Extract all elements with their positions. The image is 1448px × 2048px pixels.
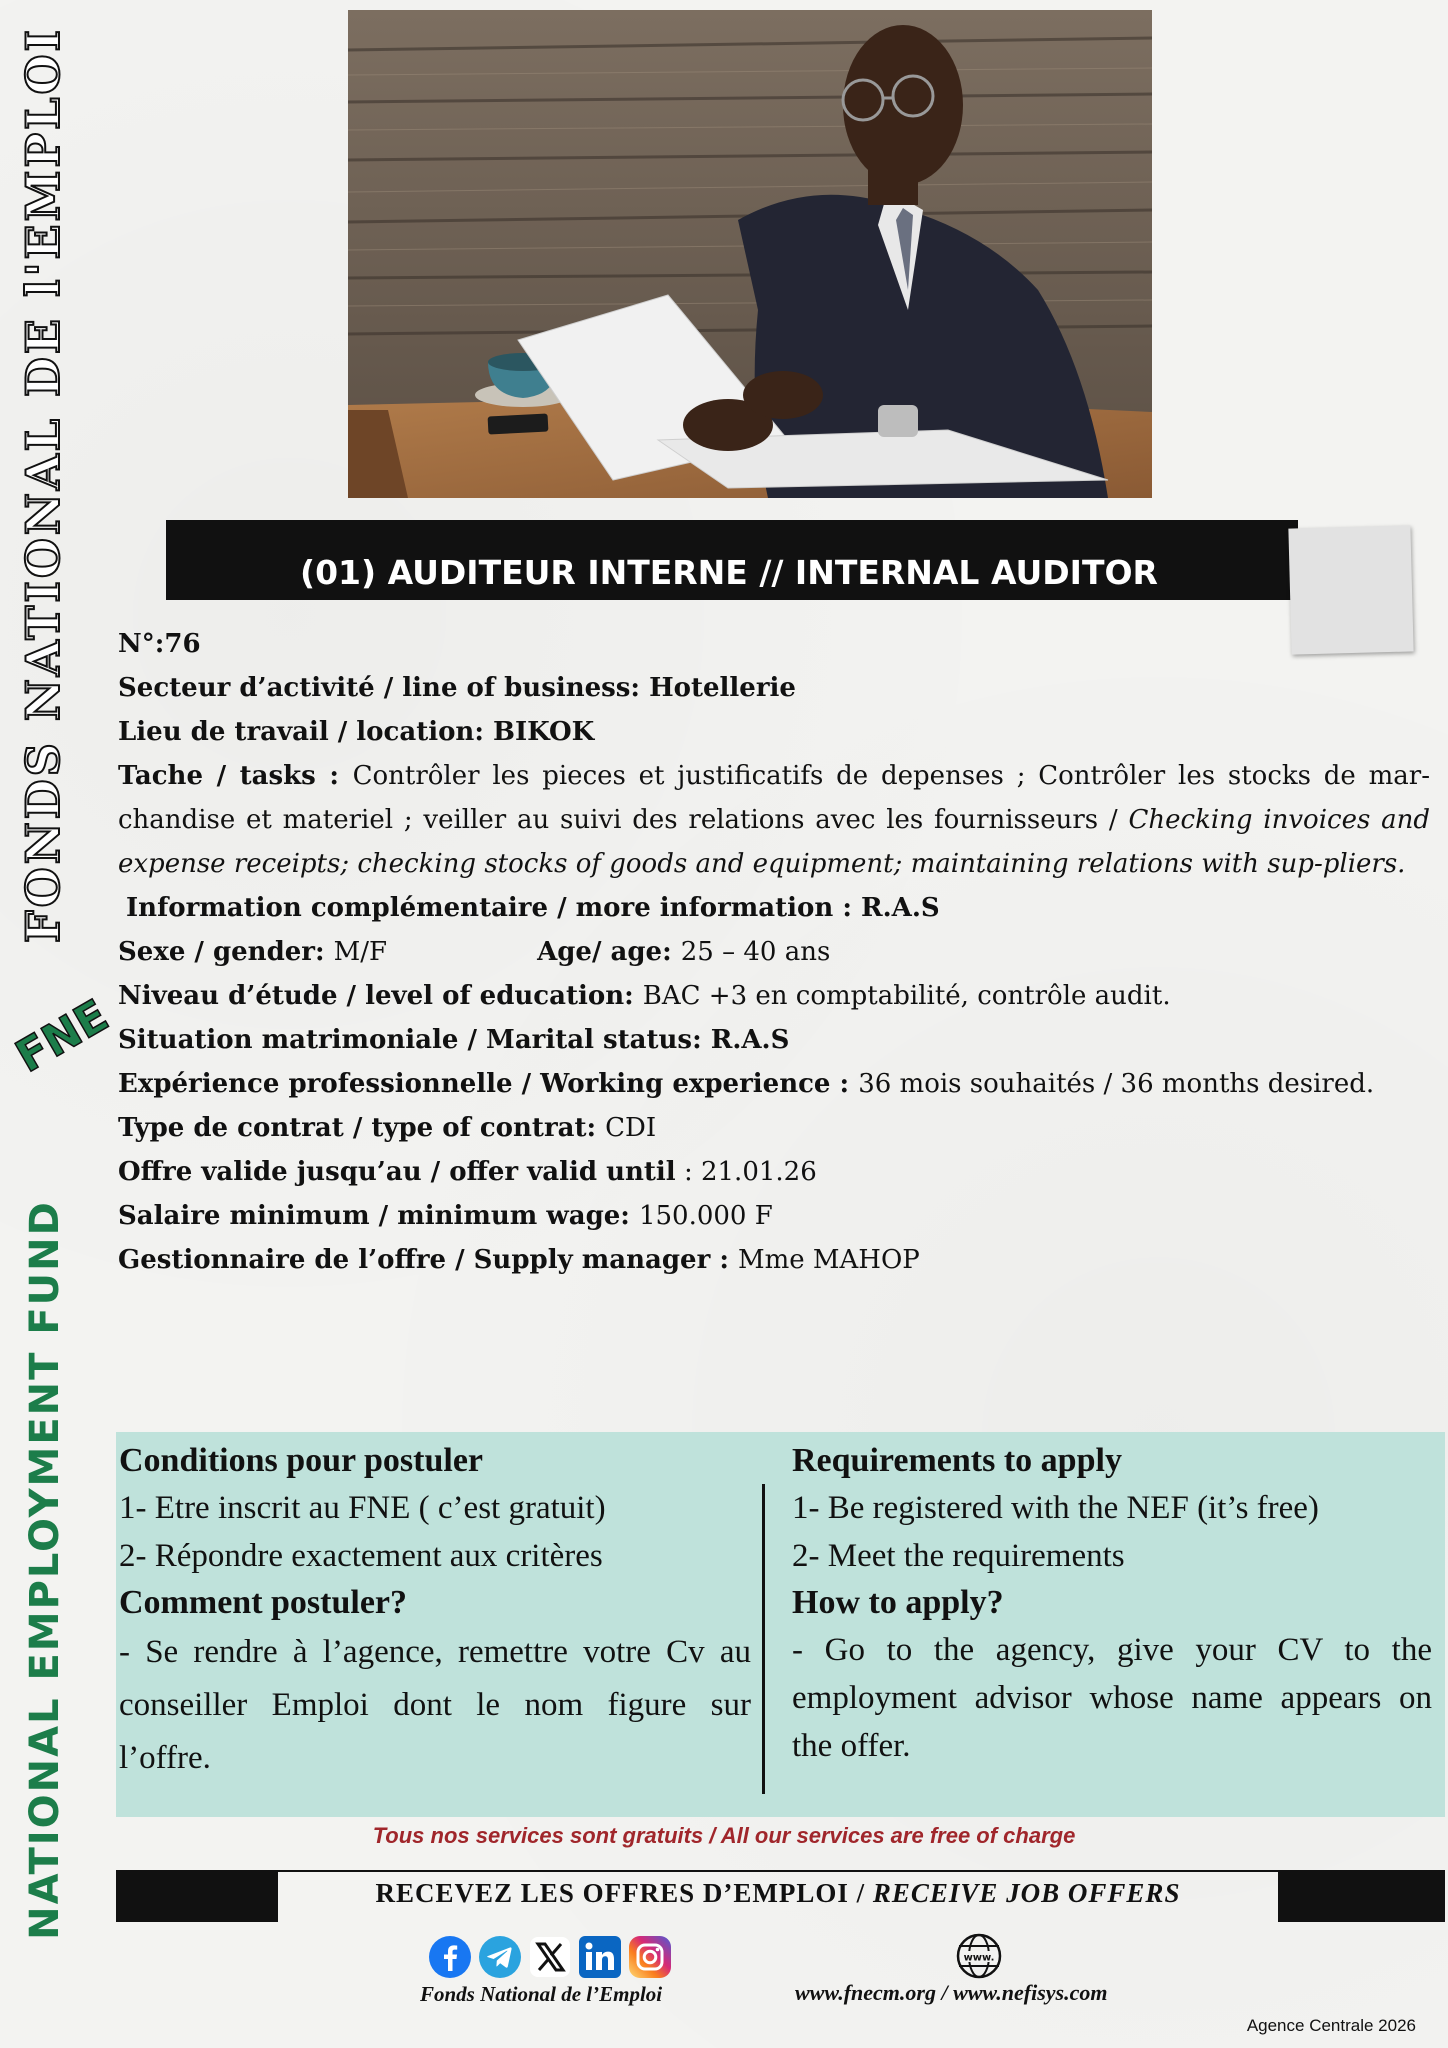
manager-row [118, 1238, 1436, 1282]
businessman-reading-documents-photo [348, 10, 1152, 498]
job-details [118, 622, 1436, 1282]
brand-name: Fonds National de l’Emploi [420, 1982, 663, 2006]
conditions-en-item: 1- Be registered with the NEF (it’s free) [792, 1490, 1319, 1526]
experience-row [118, 1062, 1436, 1106]
fne-logo-icon [6, 985, 117, 1095]
valid-value: : 21.01.26 [675, 1157, 817, 1187]
conditions-fr-heading: Conditions pour postuler [119, 1442, 484, 1479]
wage-value: 150.000 F [638, 1201, 773, 1231]
how-to-apply-en-text: - Go to the agency, give your CV to the employment advisor whose name appears on the offer. [792, 1632, 1432, 1764]
agency-label: Agence Centrale 2026 [1246, 2016, 1416, 2035]
gender-age-row [118, 930, 1436, 974]
education-label: Niveau d’étude / level of education: [118, 981, 643, 1011]
globe-icon[interactable] [955, 1932, 1003, 1980]
hero-photo [348, 10, 1152, 498]
svg-text:www.: www. [963, 1952, 995, 1964]
conditions-box [116, 1432, 1445, 1817]
facebook-icon[interactable] [428, 1935, 472, 1979]
manager-label: Gestionnaire de l’offre / Supply manager : [118, 1245, 738, 1275]
sidebar-title-fr: FONDS NATIONAL DE l'EMPLOI [16, 26, 70, 944]
tasks-row [118, 754, 1430, 886]
tasks-label: Tache / tasks : [118, 761, 353, 791]
sidebar-title-en: NATIONAL EMPLOYMENT FUND [22, 1200, 68, 1940]
wage-row [118, 1194, 1436, 1238]
contract-label: Type de contrat / type of contrat: [118, 1113, 606, 1143]
info-value: R.A.S [860, 893, 940, 923]
sector-label: Secteur d’activité / line of business: [118, 673, 650, 703]
x-icon[interactable] [528, 1935, 572, 1979]
experience-value: 36 mois souhaités / 36 months desired. [858, 1069, 1375, 1099]
linkedin-icon[interactable] [578, 1935, 622, 1979]
how-to-apply-en-heading: How to apply? [792, 1584, 1004, 1621]
age-label: Age/ age: [537, 937, 681, 967]
info-label: Information complémentaire / more information : [126, 893, 861, 923]
valid-label: Offre valide jusqu’au / offer valid until [118, 1157, 676, 1187]
footer-block-right [1278, 1870, 1445, 1922]
age-value: 25 – 40 ans [680, 937, 831, 967]
gender-value: M/F [333, 937, 388, 967]
offer-number: N°:76 [118, 629, 201, 659]
marital-label: Situation matrimoniale / Marital status: [118, 1025, 711, 1055]
svg-text:FNE: FNE [7, 990, 117, 1083]
footer-rule [278, 1870, 1278, 1872]
job-title: (01) AUDITEUR INTERNE // INTERNAL AUDITOR [300, 553, 1158, 592]
free-services-note: Tous nos services sont gratuits / All our services are free of charge [372, 1823, 1076, 1848]
receive-offers-heading [278, 1878, 1278, 1909]
how-to-apply-fr-heading: Comment postuler? [119, 1584, 408, 1621]
sector-row [118, 666, 1436, 710]
conditions-en [792, 1438, 1432, 1770]
receive-en: RECEIVE JOB OFFERS [872, 1878, 1181, 1908]
receive-fr: RECEVEZ LES OFFRES D’EMPLOI / [375, 1878, 873, 1908]
conditions-en-item: 2- Meet the requirements [792, 1538, 1125, 1574]
location-value: BIKOK [492, 717, 595, 747]
footer-block-left [116, 1870, 278, 1922]
education-row [118, 974, 1436, 1018]
instagram-icon[interactable] [628, 1935, 672, 1979]
location-row [118, 710, 1436, 754]
contract-row [118, 1106, 1436, 1150]
website-links[interactable]: www.fnecm.org / www.nefisys.com [795, 1980, 1108, 2005]
sector-value: Hotellerie [649, 673, 796, 703]
gender-label: Sexe / gender: [118, 937, 334, 967]
marital-value: R.A.S [710, 1025, 790, 1055]
valid-row [118, 1150, 1436, 1194]
conditions-fr [119, 1438, 751, 1785]
conditions-divider [762, 1484, 765, 1794]
conditions-en-heading: Requirements to apply [792, 1442, 1122, 1479]
tasks-fr: Contrôler les pieces et justificatifs de depenses ; Contrôler les stocks de mar-chandise et materiel ; veiller au suivi des relations avec les fournisseurs / [118, 761, 1430, 835]
how-to-apply-fr-text: - Se rendre à l’agence, remettre votre Cv au conseiller Emploi dont le nom figure sur l’offre. [119, 1634, 751, 1776]
experience-label: Expérience professionnelle / Working experience : [118, 1069, 859, 1099]
wage-label: Salaire minimum / minimum wage: [118, 1201, 639, 1231]
tasks-en: Checking invoices and expense receipts; checking stocks of goods and equipment; maintaining relations with sup-pliers. [118, 805, 1430, 879]
location-label: Lieu de travail / location: [118, 717, 493, 747]
marital-row [118, 1018, 1436, 1062]
manager-value: Mme MAHOP [737, 1245, 920, 1275]
info-row [118, 886, 1436, 930]
conditions-fr-item: 2- Répondre exactement aux critères [119, 1538, 603, 1574]
conditions-fr-item: 1- Etre inscrit au FNE ( c’est gratuit) [119, 1490, 606, 1526]
education-value: BAC +3 en comptabilité, contrôle audit. [642, 981, 1171, 1011]
telegram-icon[interactable] [478, 1935, 522, 1979]
contract-value: CDI [605, 1113, 657, 1143]
